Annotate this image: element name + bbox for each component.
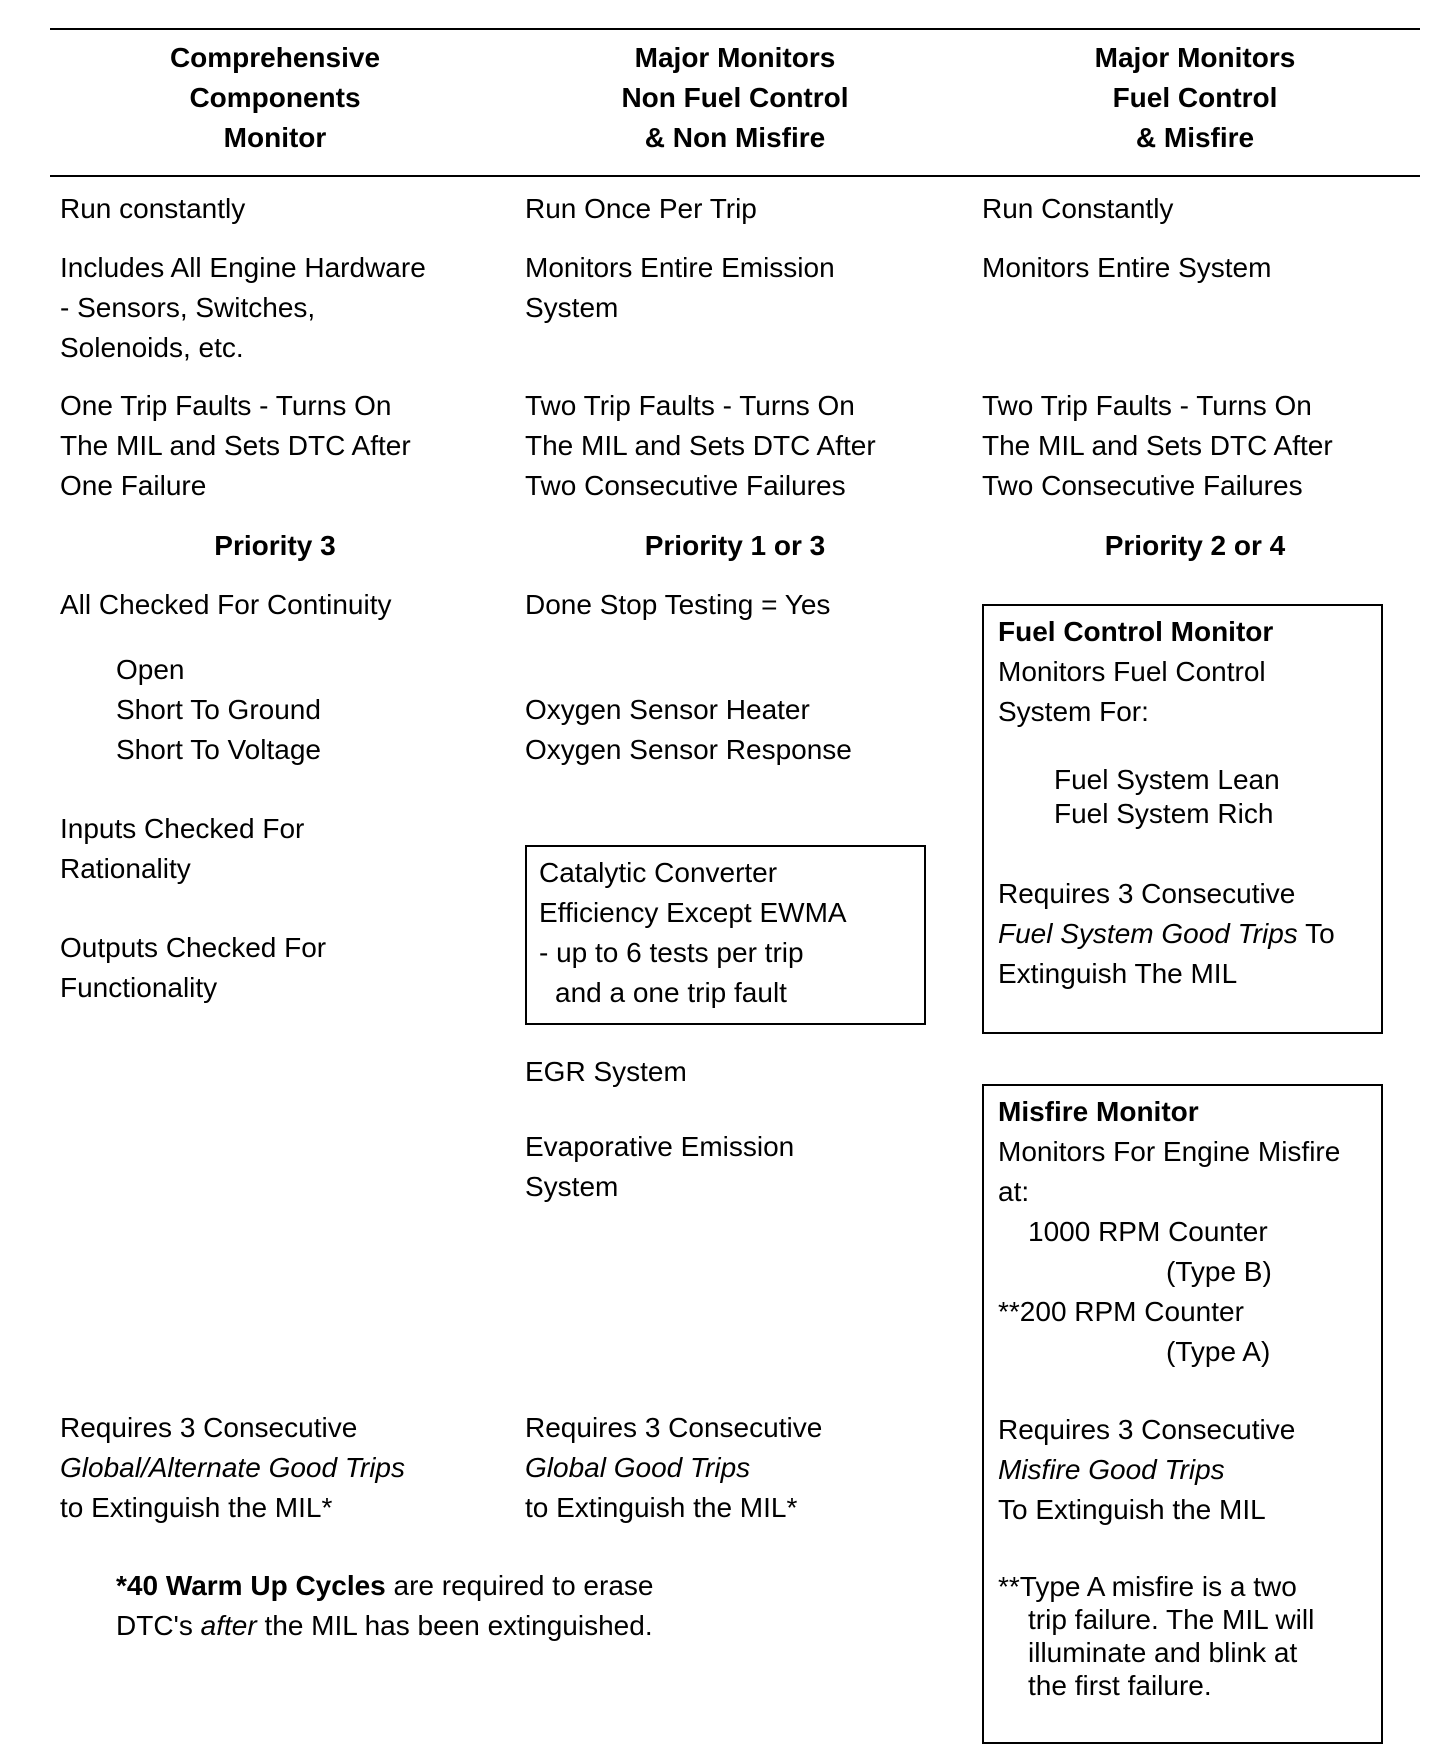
col2-evap: Evaporative Emission System [525,1131,795,1202]
misfire-counter-1: 1000 RPM Counter [1028,1216,1268,1247]
header-major-fuel-misfire: Major Monitors Fuel Control & Misfire [1094,42,1296,153]
col1-priority: Priority 3 [214,530,336,561]
col1-continuity: All Checked For Continuity [60,589,392,620]
col3-monitors: Monitors Entire System [982,252,1272,283]
col2-oxygen: Oxygen Sensor Heater Oxygen Sensor Response [525,694,852,765]
misfire-box-desc: Monitors For Engine Misfire at: [998,1136,1341,1207]
misfire-type-b: (Type B) [1166,1256,1272,1287]
col1-faults: One Trip Faults - Turns On The MIL and Sets DTC After One Failure [60,390,411,501]
col1-requires: Requires 3 Consecutive Global/Alternate Good Trips to Extinguish the MIL* [60,1412,405,1523]
catalytic-converter-box [525,845,926,1025]
header-rule [50,175,1420,177]
fuel-box-desc: Monitors Fuel Control System For: [998,656,1266,727]
col3-priority: Priority 2 or 4 [1104,530,1286,561]
header-major-non-fuel: Major Monitors Non Fuel Control & Non Misfire [621,42,849,153]
col2-faults: Two Trip Faults - Turns On The MIL and Sets DTC After Two Consecutive Failures [525,390,876,501]
fuel-box-requires: Requires 3 Consecutive Fuel System Good Trips To Extinguish The MIL [998,878,1335,989]
fuel-box-items: Fuel System Lean Fuel System Rich [1054,764,1280,829]
col2-requires: Requires 3 Consecutive Global Good Trips to Extinguish the MIL* [525,1412,823,1523]
col2-priority: Priority 1 or 3 [644,530,826,561]
col3-faults: Two Trip Faults - Turns On The MIL and Sets DTC After Two Consecutive Failures [982,390,1333,501]
fuel-control-monitor-box [982,604,1383,1034]
fuel-box-title: Fuel Control Monitor [998,616,1274,647]
col2-run: Run Once Per Trip [525,193,757,224]
misfire-box-title: Misfire Monitor [998,1096,1199,1127]
col1-includes: Includes All Engine Hardware - Sensors, Switches, Solenoids, etc. [60,252,426,363]
header-comprehensive-components: Comprehensive Components Monitor [169,42,381,153]
col3-run: Run Constantly [982,193,1174,224]
misfire-counter-2: **200 RPM Counter [998,1296,1244,1327]
misfire-box-note: **Type A misfire is a two trip failure. The MIL will illuminate and blink at the first failure. [998,1571,1315,1701]
top-rule [50,28,1420,30]
col2-monitors: Monitors Entire Emission System [525,252,835,323]
col2-egr: EGR System [525,1056,687,1087]
col1-run: Run constantly [60,193,246,224]
warmup-footnote: *40 Warm Up Cycles are required to erase DTC's after the MIL has been extinguished. [116,1570,654,1641]
col1-checks-list: Open Short To Ground Short To Voltage [116,654,321,765]
misfire-type-a: (Type A) [1166,1336,1271,1367]
col2-done: Done Stop Testing = Yes [525,589,831,620]
col1-inputs: Inputs Checked For Rationality [60,813,305,884]
misfire-monitor-box [982,1084,1383,1744]
misfire-box-requires: Requires 3 Consecutive Misfire Good Trips To Extinguish the MIL [998,1414,1296,1525]
col1-outputs: Outputs Checked For Functionality [60,932,327,1003]
catalytic-text: Catalytic Converter Efficiency Except EWMA - up to 6 tests per trip and a one trip fault [539,857,847,1008]
